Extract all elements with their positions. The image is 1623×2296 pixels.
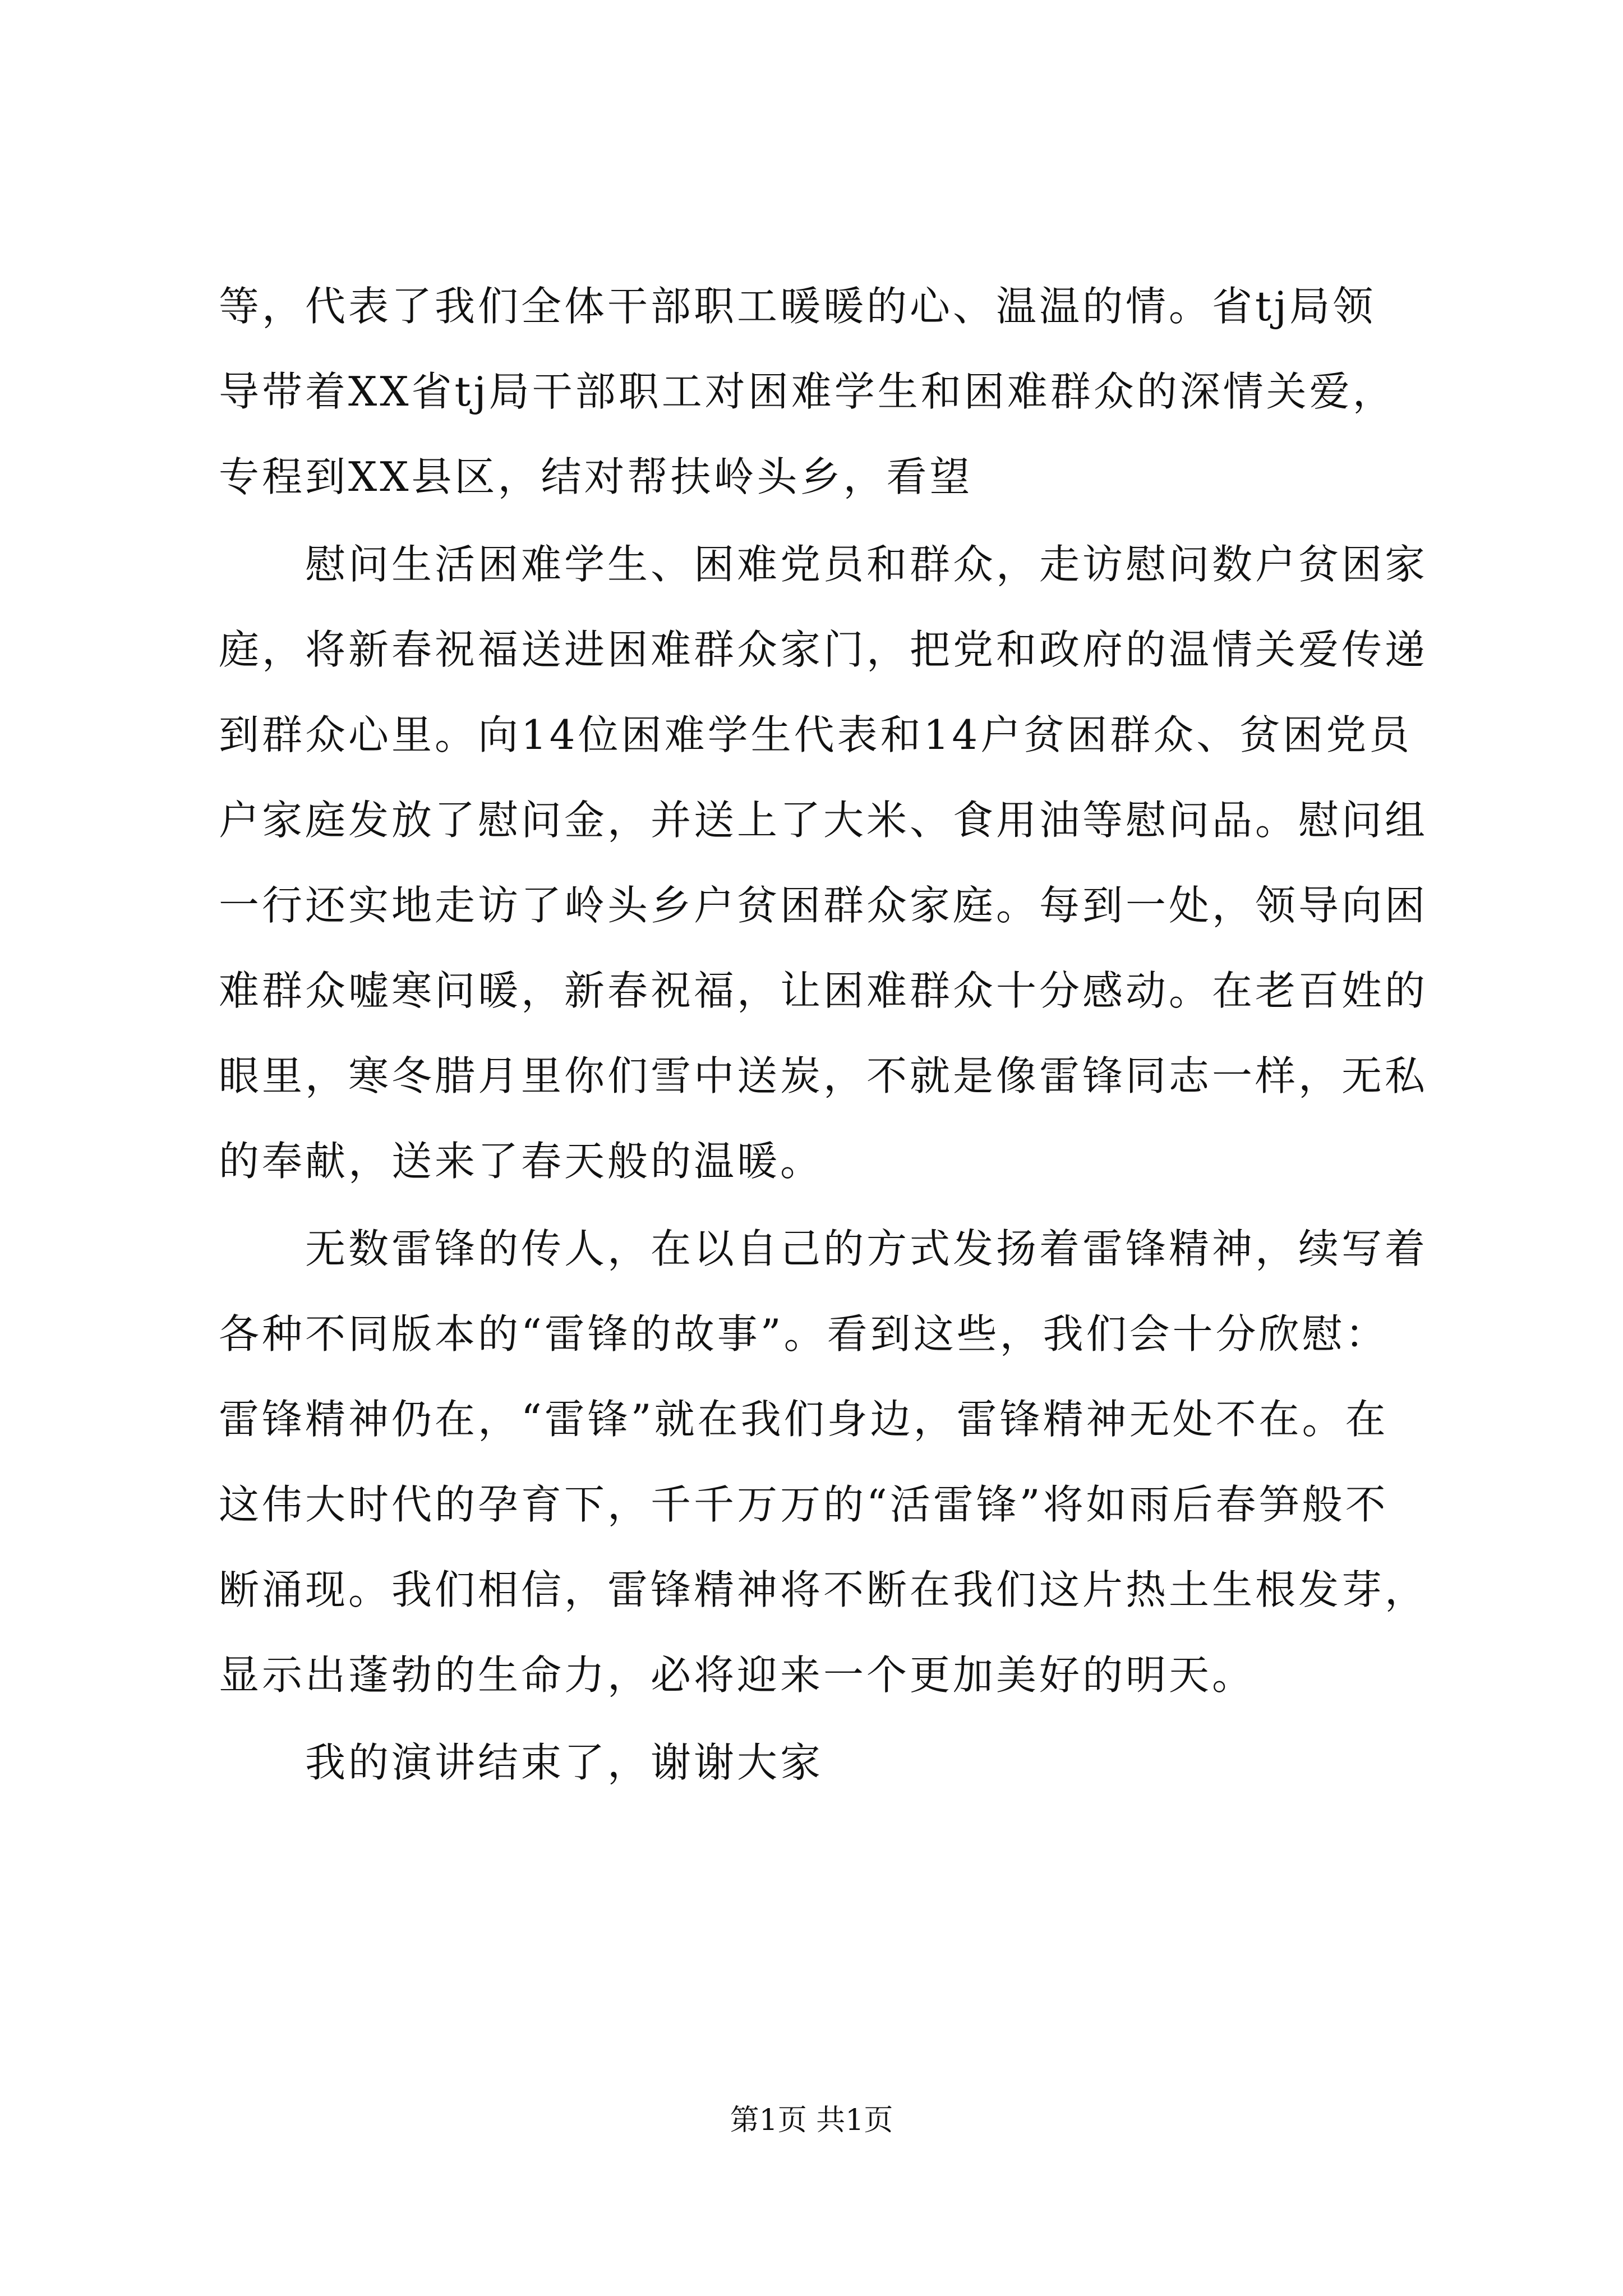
text-line: 这伟大时代的孕育下，千千万万的“活雷锋”将如雨后春笋般不 (219, 1481, 1389, 1528)
text-line: 断涌现。我们相信，雷锋精神将不断在我们这片热土生根发芽， (219, 1566, 1428, 1613)
page-number-label: 第1页 共1页 (730, 2104, 893, 2137)
paragraph (219, 264, 1413, 519)
text-line: 户家庭发放了慰问金，并送上了大米、食用油等慰问品。慰问组 (219, 797, 1428, 844)
text-line: 雷锋精神仍在，“雷锋”就在我们身边，雷锋精神无处不在。在 (219, 1396, 1389, 1443)
text-line: 我的演讲结束了，谢谢大家 (219, 1739, 824, 1786)
text-line: 到群众心里。向14位困难学生代表和14户贫困群众、贫困党员 (219, 711, 1413, 758)
text-line: 的奉献，送来了春天般的温暖。 (219, 1138, 824, 1185)
paragraph (219, 1206, 1428, 1718)
text-line: 导带着XX省tj局干部职工对困难学生和困难群众的深情关爱， (219, 368, 1396, 415)
text-line: 显示出蓬勃的生命力，必将迎来一个更加美好的明天。 (219, 1651, 1256, 1699)
text-line: 一行还实地走访了岭头乡户贫困群众家庭。每到一处，领导向困 (219, 882, 1428, 929)
text-line: 各种不同版本的“雷锋的故事”。看到这些，我们会十分欣慰： (219, 1310, 1389, 1358)
text-line: 等，代表了我们全体干部职工暖暖的心、温温的情。省tj局领 (219, 283, 1376, 330)
page-footer (0, 2101, 1623, 2140)
paragraph (219, 1720, 1413, 1805)
text-line: 专程到XX县区，结对帮扶岭头乡，看望 (219, 453, 973, 500)
document-body (219, 264, 1428, 1805)
paragraph (219, 522, 1428, 1204)
text-line: 无数雷锋的传人，在以自己的方式发扬着雷锋精神，续写着 (219, 1225, 1428, 1272)
text-line: 慰问生活困难学生、困难党员和群众，走访慰问数户贫困家 (219, 541, 1428, 588)
text-line: 难群众嘘寒问暖，新春祝福，让困难群众十分感动。在老百姓的 (219, 967, 1428, 1014)
text-line: 眼里，寒冬腊月里你们雪中送炭，不就是像雷锋同志一样，无私 (219, 1052, 1428, 1099)
text-line: 庭，将新春祝福送进困难群众家门，把党和政府的温情关爱传递 (219, 626, 1428, 673)
